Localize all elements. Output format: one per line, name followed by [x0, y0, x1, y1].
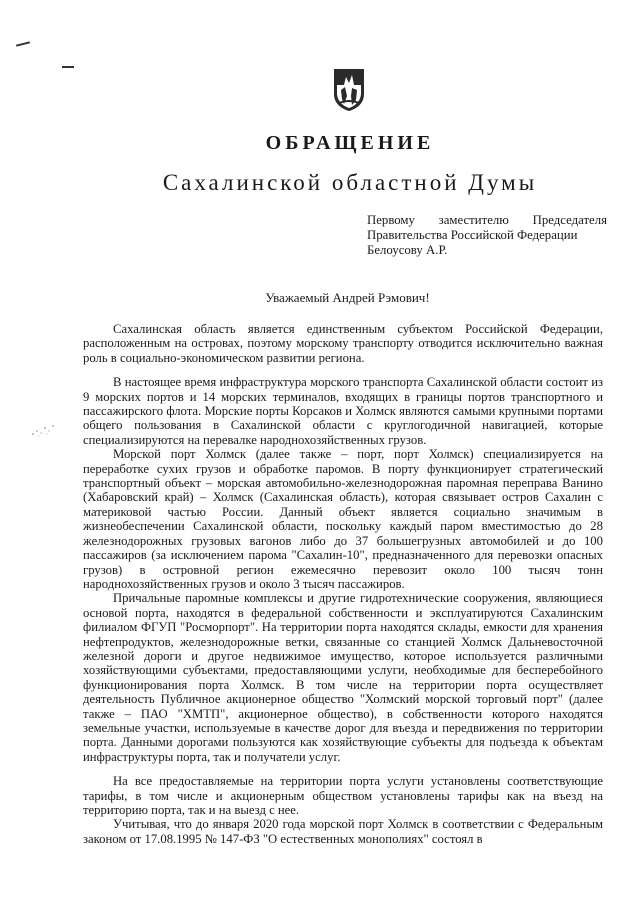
paragraph: В настоящее время инфраструктура морского транспорта Сахалинской области состоит из 9 морских портов и 14 морских терминалов, входящих в границы портов транспортного и пассажирского флота. Морские порты Корсаков и Холмск являются самыми крупными портами общего пользования в Сахалинской области с круглогодичной навигацией, которые специализируются на перевалке народнохозяйственных грузов.	[83, 375, 603, 447]
addressee-line: Правительства Российской Федерации	[367, 228, 578, 242]
scan-mark	[62, 66, 74, 68]
addressee-word: заместителю	[438, 213, 509, 227]
paragraph: Причальные паромные комплексы и другие гидротехнические сооружения, являющиеся основой порта, находятся в федеральной собственности и эксплуатируются Сахалинским филиалом ФГУП "Росморпорт". На территории порта находятся склады, емкости для хранения нефтепродуктов, железнодорожные ветки, связанные со станцией Холмск Дальневосточной железной дороги и другое недвижимое имущество, которое используется различными хозяйствующими субъектами, предоставляющими услуги, необходимые для бесперебойного функционирования порта Холмск. В том числе на территории порта осуществляет деятельность Публичное акционерное общество "Холмский морской торговый порт" (далее также – ПАО "ХМТП", акционерное общество), в собственности которого находятся земельные участки, используемые в качестве дорог для въезда и передвижения по территории порта. Данными дорогами пользуются как хозяйствующие субъекты для подъезда к объектам инфраструктуры порта, так и получатели услуг.	[83, 591, 603, 764]
letter-body	[83, 322, 603, 846]
addressee-block	[367, 213, 607, 258]
addressee-word: Первому	[367, 213, 415, 227]
scan-mark	[16, 41, 30, 46]
addressee-line: Белоусову А.Р.	[367, 243, 448, 257]
paragraph: Учитывая, что до января 2020 года морской порт Холмск в соответствии с Федеральным законом от 17.08.1995 № 147-ФЗ "О естественных монополиях" состоял в	[83, 817, 603, 846]
document-title: ОБРАЩЕНИЕ	[265, 132, 435, 154]
coat-of-arms-icon	[330, 66, 368, 112]
scan-noise	[30, 422, 58, 440]
paragraph: Морской порт Холмск (далее также – порт, порт Холмск) специализируется на переработке сухих грузов и обработке паромов. В порту функционирует стратегический транспортный объект – морская автомобильно-железнодорожная паромная переправа Ванино (Хабаровский край) – Холмск (Сахалинская область), которая связывает остров Сахалин с материковой частью России. Данный объект является социально значимым в жизнеобеспечении Сахалинской области, поскольку каждый паром вместимостью до 28 железнодорожных грузовых вагонов либо до 37 большегрузных автомобилей и до 100 пассажиров (за исключением парома "Сахалин-10", предназначенного для перевозки опасных грузов) в островной регион ежемесячно перевозит около 100 тысяч тонн народнохозяйственных грузов и около 3 тысяч пассажиров.	[83, 447, 603, 591]
greeting: Уважаемый Андрей Рэмович!	[265, 290, 430, 305]
document-subtitle: Сахалинской областной Думы	[162, 170, 538, 195]
addressee-line	[367, 213, 607, 228]
addressee-word: Председателя	[532, 213, 607, 227]
paragraph: Сахалинская область является единственным субъектом Российской Федерации, расположенным на островах, поэтому морскому транспорту отводится исключительно важная роль в социально-экономическом развитии региона.	[83, 322, 603, 365]
paragraph: На все предоставляемые на территории порта услуги установлены соответствующие тарифы, в том числе и акционерным обществом установлены тарифы как на въезд на территорию порта, так и на выезд с нее.	[83, 774, 603, 817]
